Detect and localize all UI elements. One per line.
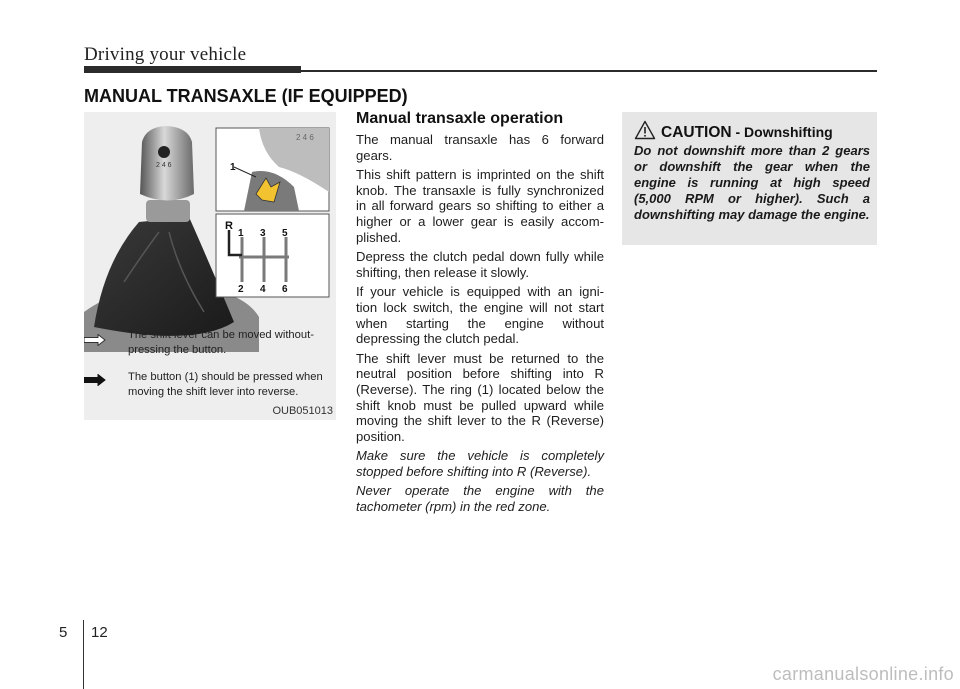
footer-divider [83, 620, 84, 689]
outline-arrow-icon [84, 334, 106, 346]
subsection-title: Manual transaxle operation [356, 110, 564, 127]
warning-triangle-icon [634, 120, 656, 140]
caution-body: Do not downshift more than 2 gears or downshift the gear when the engine is running at high speed (5,000 RPM or higher). Such a downshifting may damage the engine. [634, 143, 870, 222]
paragraph: If your vehicle is equipped with an igni- tion lock switch, the engine will not start when starting the engine without depressing the clutch pedal. [356, 284, 604, 347]
gear-label-5: 5 [282, 228, 288, 239]
reverse-label: R [225, 220, 233, 232]
caution-word: CAUTION [661, 124, 732, 141]
gear-label-6: 6 [282, 284, 288, 295]
paragraph: The manual transaxle has 6 forward gears. [356, 132, 604, 163]
callout-number: 1 [230, 162, 236, 173]
italic-note: Never operate the engine with the tachometer (rpm) in the red zone. [356, 483, 604, 515]
caution-title [661, 124, 833, 142]
svg-text:2 4 6: 2 4 6 [156, 162, 172, 169]
paragraph: Depress the clutch pedal down fully while shifting, then release it slowly. [356, 249, 604, 280]
gear-label-1: 1 [238, 228, 244, 239]
paragraph: This shift pattern is imprinted on the shift knob. The transaxle is fully synchronized in all forward gears so shifting to either a higher or a lower gear is easily accom- plished. [356, 167, 604, 245]
section-title: MANUAL TRANSAXLE (IF EQUIPPED) [84, 86, 408, 106]
paragraph: The shift lever must be returned to the neutral position before shifting into R (Reverse). The ring (1) located below the shift knob must be pulled upward while moving the shift lever to the R (Reverse) position. [356, 350, 604, 444]
caution-subtitle: - Downshifting [731, 124, 833, 140]
header-rule-thin [301, 70, 877, 72]
legend-text-outline: The shift lever can be moved without- pressing the button. [128, 329, 314, 356]
header-rule-thick [84, 66, 301, 73]
shift-boot [94, 217, 234, 336]
solid-arrow-icon [84, 374, 106, 386]
svg-text:2 4 6: 2 4 6 [296, 133, 314, 142]
gear-label-2: 2 [238, 284, 244, 295]
footer-page-number: 12 [91, 624, 108, 641]
gear-label-3: 3 [260, 228, 266, 239]
site-watermark: carmanualsonline.info [772, 664, 954, 684]
caution-box [622, 112, 877, 245]
legend-text-solid: The button (1) should be pressed when moving the shift lever into reverse. [128, 371, 323, 398]
italic-note: Make sure the vehicle is completely stopped before shifting into R (Reverse). [356, 448, 604, 479]
main-text-column [356, 110, 604, 519]
caution-header [634, 120, 874, 144]
figure-code: OUB051013 [272, 405, 333, 417]
running-header-title: Driving your vehicle [84, 44, 247, 65]
gear-label-4: 4 [260, 284, 266, 295]
shift-lever-figure [84, 112, 336, 420]
footer-section-number: 5 [59, 624, 68, 641]
